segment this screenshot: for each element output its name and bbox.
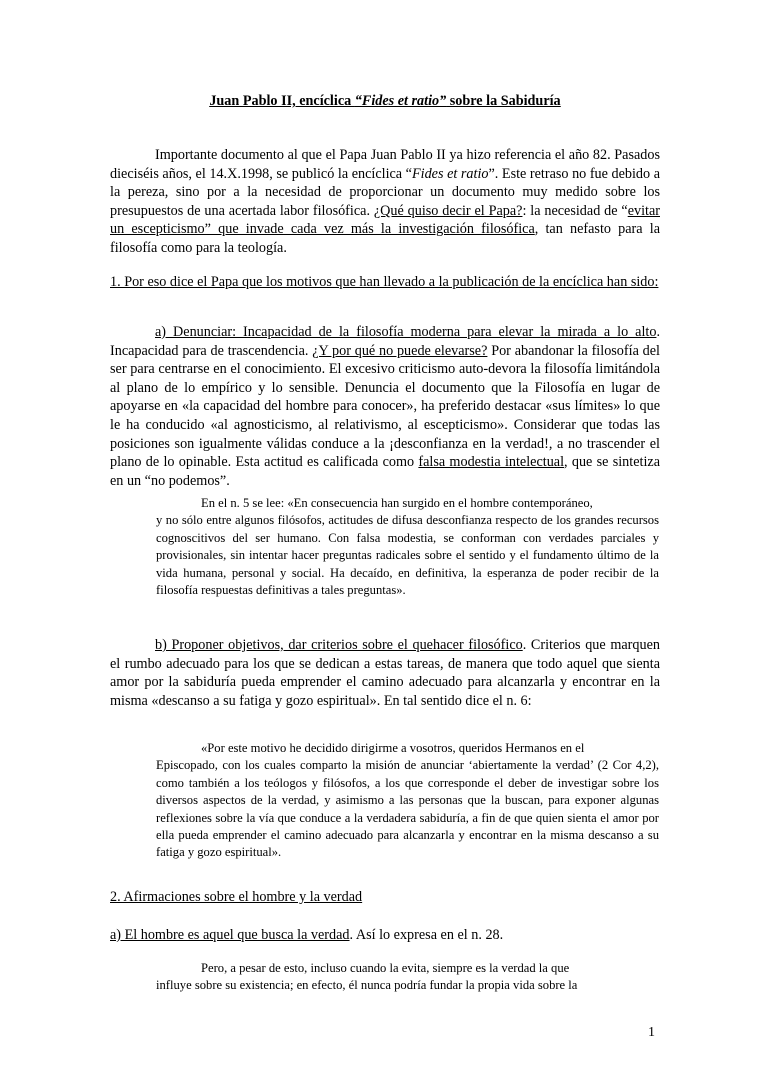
paragraph-2a: a) El hombre es aquel que busca la verdad. Así lo expresa en el n. 28.	[110, 927, 504, 943]
quote-n28: Pero, a pesar de esto, incluso cuando la evita, siempre es la verdad la que influye sobre su existencia; en efecto, él nunca podría fundar la propia vida sobre la	[156, 961, 578, 993]
intro-paragraph: Importante documento al que el Papa Juan Pablo II ya hizo referencia el año 82. Pasados dieciséis años, el 14.X.1998, se publicó la encíclica “Fides et ratio”. Este retraso no fue debido a la pereza, sino por a la necesidad de proporcionar un documento muy medido sobre los presupuestos de una acertada labor filosófica. ¿Qué quiso decir el Papa?: la necesidad de “evitar un escepticismo” que invade cada vez más la investigación filosófica, tan nefasto para la filosofía como para la teología.	[110, 147, 660, 256]
quote-n5: En el n. 5 se lee: «En consecuencia han surgido en el hombre contemporáneo, y no sólo entre algunos filósofos, actitudes de difusa desconfianza respecto de los grandes recursos cognoscitivos del ser humano. Con falsa modestia, se conforman con verdades parciales y provisionales, sin intentar hacer preguntas radicales sobre el sentido y el fundamento último de la vida humana, personal y social. Ha decaído, en definitiva, la esperanza de poder recibir de la filosofía respuestas definitivas a tales preguntas».	[156, 496, 659, 598]
section-2-heading: 2. Afirmaciones sobre el hombre y la verdad	[110, 889, 363, 905]
quote-n6: «Por este motivo he decidido dirigirme a vosotros, queridos Hermanos en el Episcopado, con los cuales comparto la misión de anunciar ‘abiertamente la verdad’ (2 Cor 4,2), como también a los teólogos y filósofos, a los que corresponde el deber de investigar sobre los diversos aspectos de la verdad, y asimismo a las personas que la buscan, para exponer algunas reflexiones sobre la vía que conduce a la verdadera sabiduría, a fin de que quien sienta el amor por ella pueda emprender el camino adecuado para alcanzarla y encontrar en la misma descanso a su fatiga y gozo espiritual».	[156, 741, 659, 860]
section-1-heading: 1. Por eso dice el Papa que los motivos que han llevado a la publicación de la encíclica han sido:	[110, 274, 659, 290]
document-title: Juan Pablo II, encíclica “Fides et ratio” sobre la Sabiduría	[209, 93, 561, 109]
paragraph-a-denunciar: a) Denunciar: Incapacidad de la filosofía moderna para elevar la mirada a lo alto. Incapacidad para de trascendencia. ¿Y por qué no puede elevarse? Por abandonar la filosofía del ser para centrarse en el conocimiento. El excesivo criticismo auto-devora la filosofía limitándola al plano de lo empírico y lo sensible. Denuncia el documento que la Filosofía en lugar de apoyarse en «la capacidad del hombre para conocer», ha preferido destacar «sus límites» lo que le ha conducido «al agnosticismo, al relativismo, al escepticismo». Considerar que todas las posiciones son igualmente válidas conduce a la ¡desconfianza en la verdad!, a no trascender el plano de lo opinable. Esta actitud es calificada como falsa modestia intelectual, que se sintetiza en un “no podemos”.	[110, 324, 660, 489]
page-number: 1	[648, 1025, 655, 1040]
paragraph-b-proponer: b) Proponer objetivos, dar criterios sobre el quehacer filosófico. Criterios que marquen el rumbo adecuado para los que se dedican a estas tareas, de manera que todo aquel que sienta amor por la sabiduría pueda emprender el camino adecuado para alcanzarla y encontrar en la misma «descanso a su fatiga y gozo espiritual». En tal sentido dice el n. 6:	[110, 637, 660, 709]
